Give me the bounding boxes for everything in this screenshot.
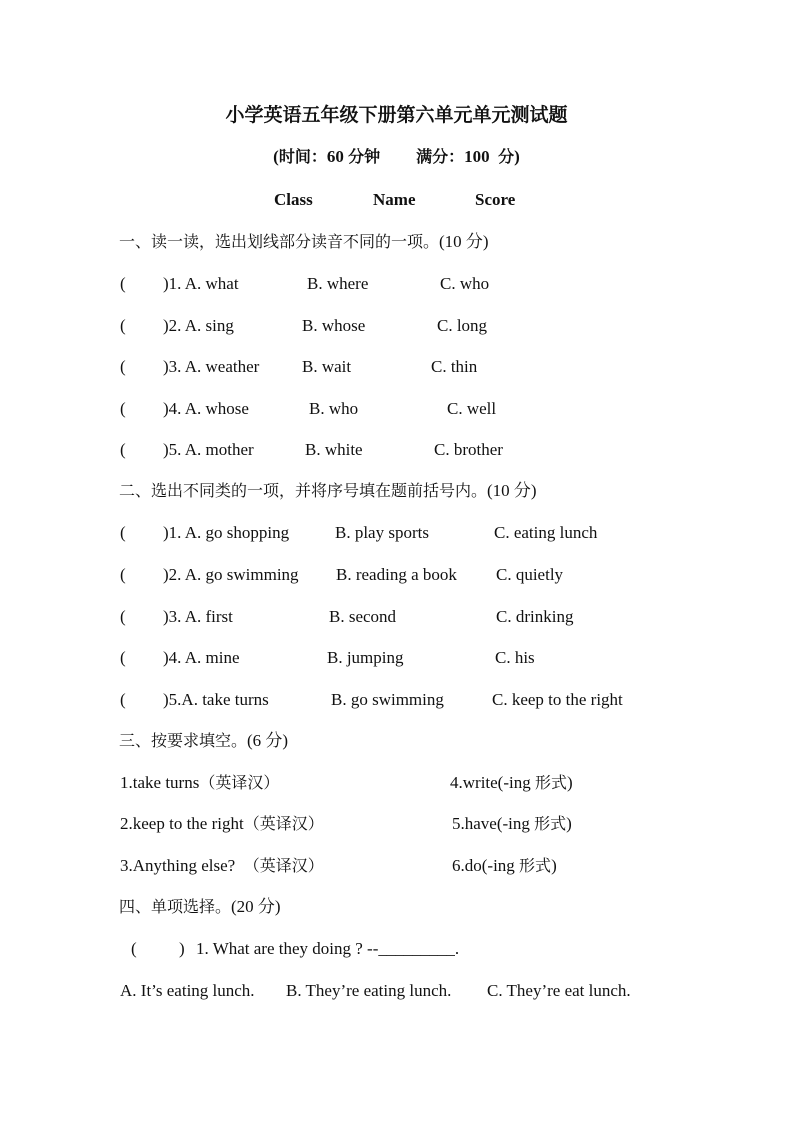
question-label: )1. A. go shopping (163, 523, 290, 542)
answer-paren-open: ( (120, 607, 126, 626)
question-label: )4. A. mine (163, 648, 240, 667)
question-label: )1. A. what (163, 274, 239, 293)
question-label: )5. A. mother (163, 440, 254, 459)
option-b: B. where (307, 274, 369, 293)
option-b: B. They’re eating lunch. (286, 981, 452, 1000)
time-value: 60 (326, 147, 344, 166)
option-c: C. thin (431, 357, 478, 376)
time-colon: ： (310, 147, 327, 166)
fill-item: 2.keep to the right（英译汉） (120, 814, 324, 833)
option-c: C. keep to the right (492, 690, 623, 709)
section-heading-text: 二、选出不同类的一项，并将序号填在题前括号内。 (119, 481, 488, 500)
question-label: )3. A. first (163, 607, 233, 626)
answer-paren-open: ( (120, 648, 126, 667)
answer-paren-open: ( (120, 523, 126, 542)
question-label: )2. A. sing (163, 316, 234, 335)
answer-paren-close: ) (179, 939, 185, 958)
option-b: B. who (309, 399, 359, 418)
option-b: B. wait (302, 357, 352, 376)
option-a: A. It’s eating lunch. (120, 981, 255, 1000)
score-colon: ： (448, 147, 465, 166)
section-1-heading (119, 233, 489, 250)
answer-blank: _________ (378, 939, 455, 958)
option-b: B. play sports (335, 523, 429, 542)
name-field-label: Name (373, 190, 416, 209)
option-b: B. jumping (327, 648, 404, 667)
fill-item: 1.take turns（英译汉） (120, 773, 280, 792)
section-heading-text: 四、单项选择。 (119, 897, 232, 916)
section-heading-text: 一、读一读，选出划线部分读音不同的一项。 (119, 232, 440, 251)
section-3-heading (119, 732, 288, 749)
section-2-heading (119, 482, 537, 499)
fill-item: 6.do(-ing 形式) (452, 856, 557, 875)
section-points: (10 分) (439, 232, 489, 251)
question-label: )2. A. go swimming (163, 565, 299, 584)
exam-meta (0, 148, 793, 165)
score-value: 100 (464, 147, 490, 166)
answer-paren-open: ( (120, 565, 126, 584)
option-c: C. long (437, 316, 488, 335)
answer-paren-open: ( (120, 690, 126, 709)
fill-item: 4.write(-ing 形式) (450, 773, 573, 792)
answer-paren-open: ( (120, 440, 126, 459)
option-c: C. eating lunch (494, 523, 598, 542)
option-b: B. second (329, 607, 397, 626)
class-field-label: Class (274, 190, 313, 209)
option-b: B. whose (302, 316, 366, 335)
question-label: )4. A. whose (163, 399, 249, 418)
option-c: C. who (440, 274, 490, 293)
option-c: C. They’re eat lunch. (487, 981, 631, 1000)
score-field-label: Score (475, 190, 516, 209)
section-points: (6 分) (247, 731, 289, 750)
fill-item: 3.Anything else? （英译汉） (120, 856, 324, 875)
answer-paren-open: ( (120, 316, 126, 335)
page-title: 小学英语五年级下册第六单元单元测试题 (225, 104, 568, 126)
score-label: 满分 (416, 147, 449, 166)
answer-paren-open: ( (120, 274, 126, 293)
option-c: C. quietly (496, 565, 564, 584)
question-text: 1. What are they doing ? --_________. (196, 939, 460, 958)
section-heading-text: 三、按要求填空。 (119, 731, 248, 750)
option-b: B. go swimming (331, 690, 444, 709)
fill-item: 5.have(-ing 形式) (452, 814, 572, 833)
option-c: C. drinking (496, 607, 574, 626)
section-points: (10 分) (487, 481, 537, 500)
time-label: 时间 (278, 147, 311, 166)
answer-paren-open: ( (120, 399, 126, 418)
score-unit: 分 (498, 147, 515, 166)
option-c: C. well (447, 399, 497, 418)
option-c: C. his (495, 648, 535, 667)
time-unit: 分钟 (348, 147, 381, 166)
meta-open-paren: ( (273, 147, 279, 166)
option-c: C. brother (434, 440, 503, 459)
option-b: B. reading a book (336, 565, 457, 584)
question-label: )5.A. take turns (163, 690, 269, 709)
answer-paren-open: ( (131, 939, 137, 958)
option-b: B. white (305, 440, 363, 459)
meta-close-paren: ) (514, 147, 520, 166)
answer-paren-open: ( (120, 357, 126, 376)
section-points: (20 分) (231, 897, 281, 916)
section-4-heading (119, 898, 281, 915)
question-label: )3. A. weather (163, 357, 260, 376)
